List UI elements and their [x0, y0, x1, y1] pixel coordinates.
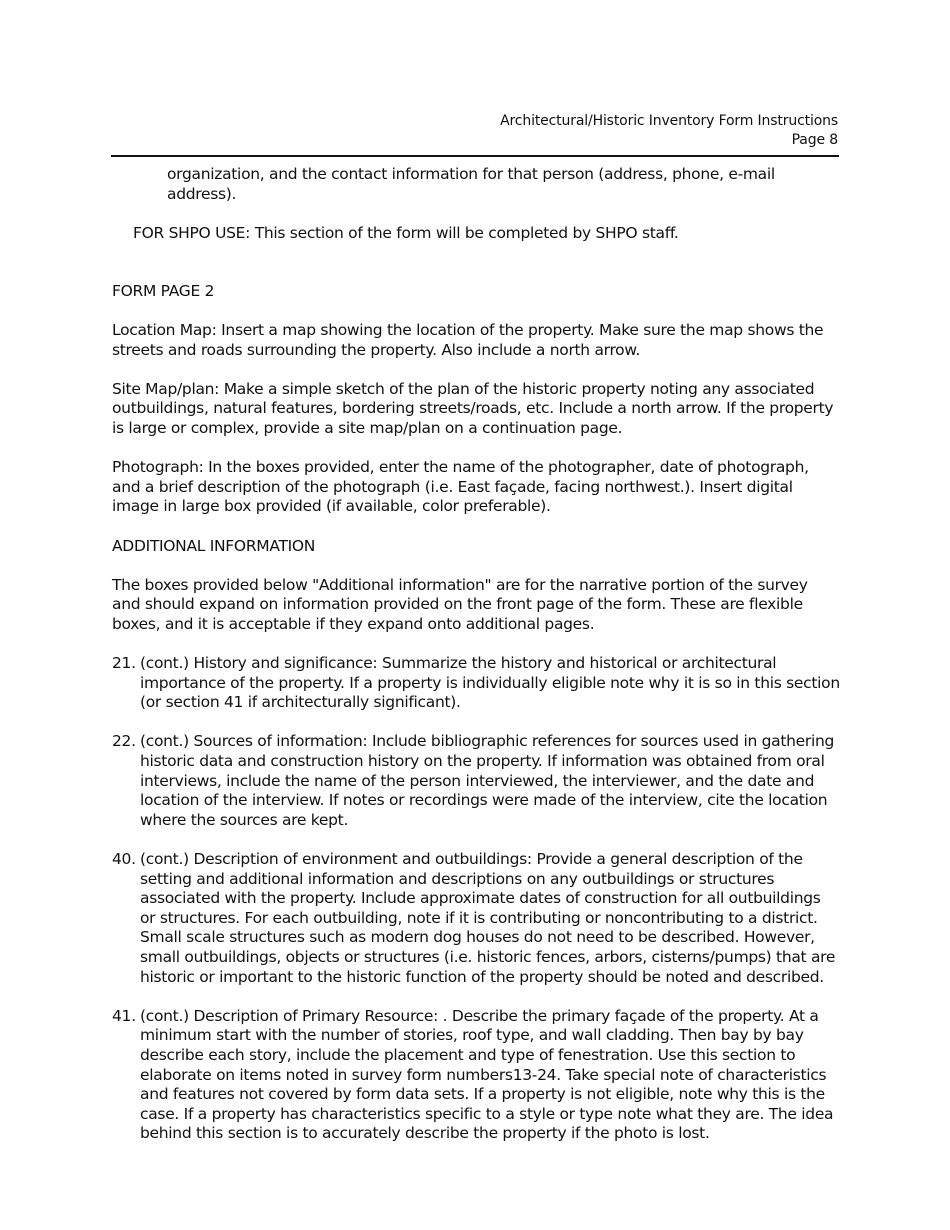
item-text: (cont.) Description of environment and outbuildings: Provide a general description of the setting and additional information and descriptions on any outbuildings or structures associated with the property. Include approximate dates of construction for all outbuildings or structures. For each outbuilding, note if it is contributing or noncontributing to a district. Small scale structures such as modern dog houses do not need to be described. However, small outbuildings, objects or structures (i.e. historic fences, arbors, cisterns/pumps) that are historic or important to the historic function of the property should be noted and described. — [140, 850, 836, 986]
item-text: (cont.) Sources of information: Include bibliographic references for sources used in gathering historic data and construction history on the property. If information was obtained from oral interviews, include the name of the person interviewed, the interviewer, and the date and location of the interview. If notes or recordings were made of the interview, cite the location where the sources are kept. — [140, 732, 835, 829]
list-item — [112, 850, 840, 987]
site-map-paragraph: Site Map/plan: Make a simple sketch of the plan of the historic property noting any associated outbuildings, natural features, bordering streets/roads, etc. Include a north arrow. If the property is large or complex, provide a site map/plan on a continuation page. — [112, 379, 834, 437]
header-rule — [111, 155, 839, 157]
item-number: 41. — [112, 1006, 136, 1025]
shpo-use-note: FOR SHPO USE: This section of the form will be completed by SHPO staff. — [133, 224, 679, 243]
continued-paragraph: organization, and the contact information for that person (address, phone, e-mail address). — [167, 165, 775, 203]
list-item — [112, 1007, 840, 1144]
section-heading: FORM PAGE 2 — [112, 281, 215, 300]
item-number: 22. — [112, 732, 136, 751]
item-text: (cont.) Description of Primary Resource: . Describe the primary façade of the property. At a minimum start with the number of stories, roof type, and wall cladding. Then bay by bay describe each story, include the placement and type of fenestration. Use this section to elaborate on items noted in survey form numbers13-24. Take special note of characteristics and features not covered by form data sets. If a property is not eligible, note why this is the case. If a property has characteristics specific to a style or type note what they are. The idea behind this section is to accurately describe the property if the photo is lost. — [140, 1006, 834, 1143]
page-header — [500, 112, 838, 150]
item-text: (cont.) History and significance: Summarize the history and historical or architectural importance of the property. If a property is individually eligible note why it is so in this section (or section 41 if architecturally significant). — [140, 654, 840, 712]
section-form-page-2 — [112, 282, 840, 517]
additional-info-intro: The boxes provided below "Additional information" are for the narrative portion of the survey and should expand on information provided on the front page of the form. These are flexible boxes, and it is acceptable if they expand onto additional pages. — [112, 575, 808, 633]
list-item — [112, 732, 840, 830]
photograph-paragraph: Photograph: In the boxes provided, enter the name of the photographer, date of photograph, and a brief description of the photograph (i.e. East façade, facing northwest.). Insert digital image in large box provided (if available, color preferable). — [112, 458, 809, 516]
header-title: Architectural/Historic Inventory Form Instructions — [500, 113, 838, 129]
section-additional-information — [112, 537, 840, 1144]
item-number: 21. — [112, 654, 136, 673]
section-heading: ADDITIONAL INFORMATION — [112, 536, 316, 555]
header-page-number: Page 8 — [791, 132, 838, 148]
location-map-paragraph: Location Map: Insert a map showing the location of the property. Make sure the map shows the streets and roads surrounding the property. Also include a north arrow. — [112, 320, 824, 359]
item-number: 40. — [112, 850, 136, 868]
list-item — [112, 654, 840, 713]
document-body — [112, 165, 840, 1164]
